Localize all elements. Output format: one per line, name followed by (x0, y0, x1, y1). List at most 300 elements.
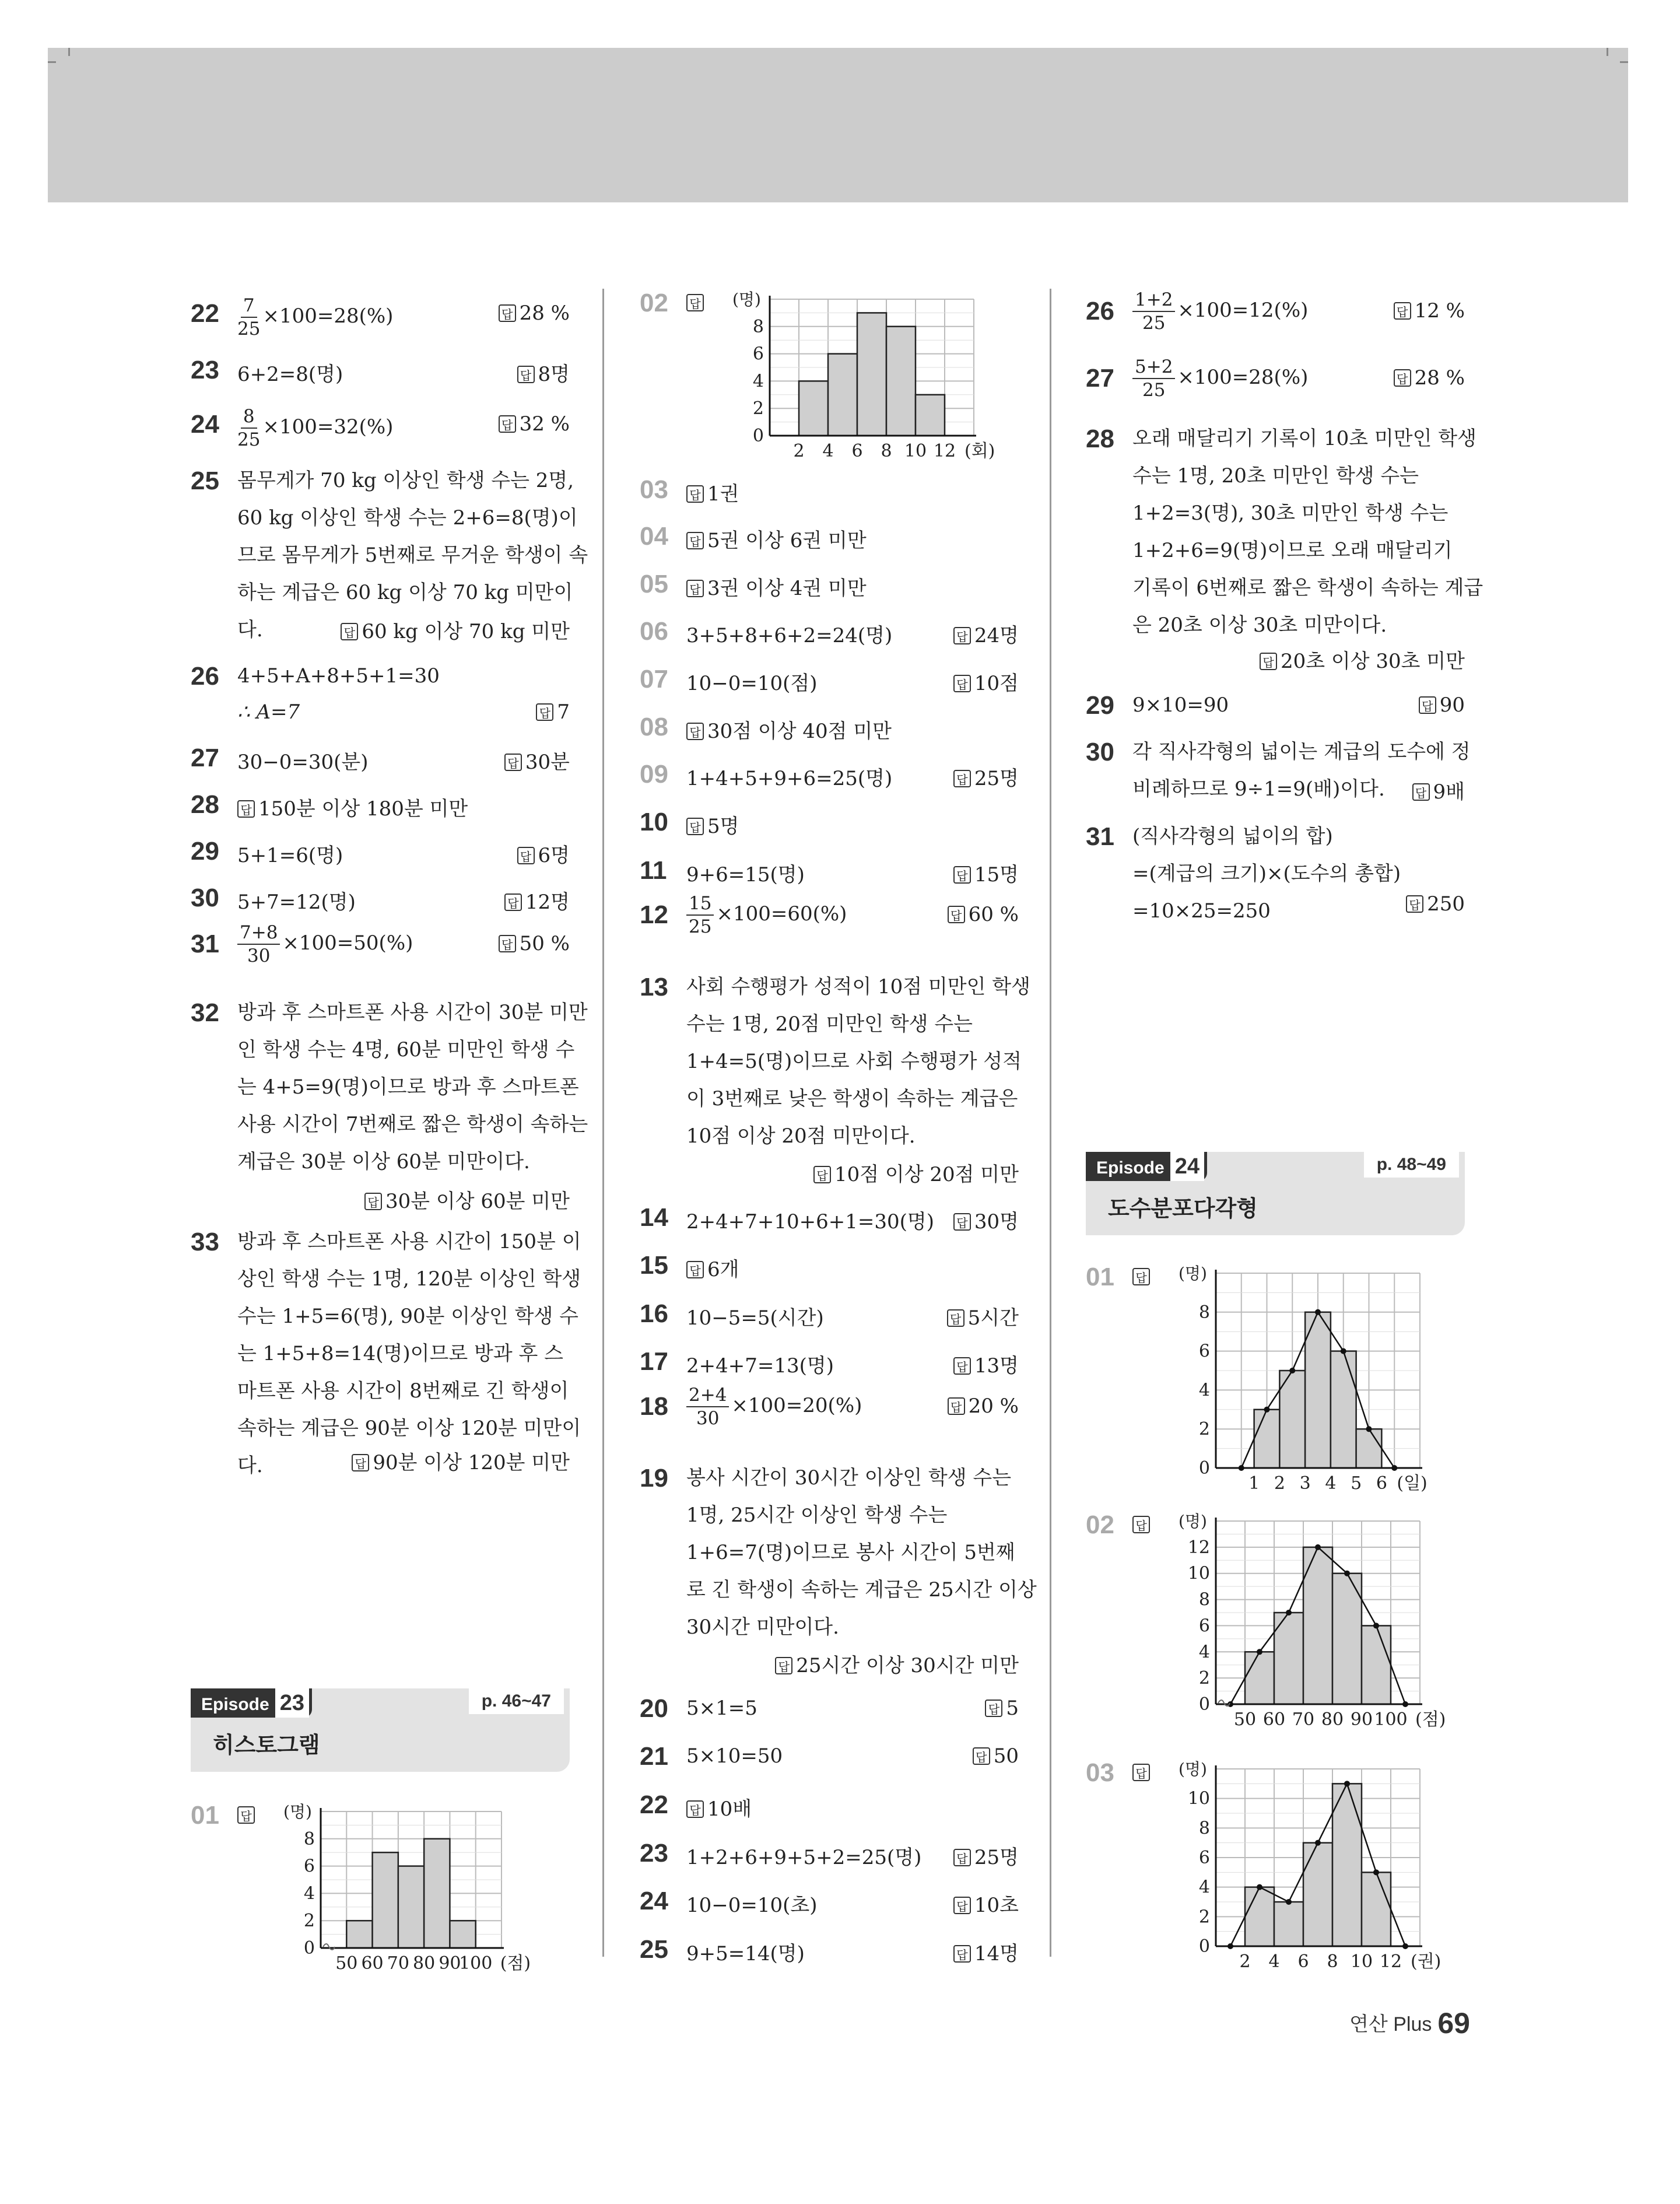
item-ep23-01 (191, 1801, 570, 1976)
answer-icon: 답 (953, 1357, 971, 1375)
answer: 답 12 % (1394, 299, 1465, 323)
item-26 (191, 662, 570, 732)
answer-icon: 답 (1132, 1268, 1150, 1285)
item-number: 25 (640, 1935, 668, 1964)
histogram-bar (1305, 1312, 1331, 1468)
item-15 (640, 1251, 1019, 1280)
item-30c (1086, 738, 1471, 814)
polygon-point (1373, 1623, 1379, 1628)
histogram-chart (714, 289, 1018, 464)
answer-icon-wrap (686, 291, 707, 314)
item-04 (640, 522, 1019, 551)
answer: 답 12명 (504, 886, 570, 914)
x-tick-label: 70 (387, 1953, 409, 1974)
item-number: 04 (640, 522, 668, 551)
answer-icon: 답 (947, 1309, 964, 1327)
column-divider (1050, 289, 1051, 1957)
item-31c (1086, 822, 1465, 939)
expression: 30−0=30(분) (237, 751, 369, 774)
episode-pages: p. 48~49 (1364, 1152, 1459, 1178)
item-06 (640, 617, 1019, 646)
item-18 (640, 1384, 1019, 1431)
fraction: $\frac{8}{25}$ (237, 406, 261, 450)
answer-icon: 답 (948, 906, 965, 923)
expression: 5×1=5 (686, 1697, 757, 1720)
polygon-point (1257, 1649, 1262, 1655)
item-number: 09 (640, 760, 668, 789)
item-number: 32 (191, 998, 219, 1027)
polygon-point (1257, 1884, 1262, 1890)
item-number: 17 (640, 1347, 668, 1376)
item-number: 22 (191, 299, 219, 328)
y-tick-label: 4 (752, 371, 764, 392)
histogram-bar (857, 313, 886, 436)
page-number: 69 (1437, 2007, 1470, 2040)
explanation: 방과 후 스마트폰 사용 시간이 150분 이 상인 학생 수는 1명, 120분 이상인 학생 수는 1+5=6(명), 90분 이상인 학생 수 는 1+5+8=14(명)이므로 방과 후 스 마트폰 사용 시간이 8번째로 긴 학생이 속하는 계급은 90분 이상 120분 미만이 다. (237, 1230, 581, 1477)
histogram-bar (424, 1839, 450, 1948)
item-16 (640, 1299, 1019, 1329)
item-09 (640, 760, 1019, 789)
episode-tab: Episode 24 (1086, 1152, 1207, 1181)
y-tick-label: 0 (1198, 1458, 1210, 1478)
x-tick-label: 50 (335, 1953, 358, 1974)
item-27 (191, 744, 570, 773)
answer: 답 10배 (686, 1793, 752, 1821)
item-number: 08 (640, 713, 668, 741)
polygon-point (1373, 1869, 1379, 1875)
item-number: 29 (1086, 691, 1114, 720)
column-2 (640, 0, 1037, 2204)
expression: 5+7=12(명) (237, 891, 356, 914)
answer: 답 6개 (686, 1253, 739, 1282)
explanation: 사회 수행평가 성적이 10점 미만인 학생 수는 1명, 20점 미만인 학생 수는 1+4=5(명)이므로 사회 수행평가 성적 이 3번째로 낮은 학생이 속하는 계급은 10점 이상 20점 미만이다. (686, 975, 1030, 1148)
item-13 (640, 973, 1030, 1194)
answer-icon: 답 (953, 675, 971, 692)
x-tick-label: 8 (881, 441, 892, 461)
item-21 (640, 1742, 1019, 1771)
polygon-point (1286, 1899, 1292, 1905)
answer: 답 1권 (686, 478, 739, 506)
histogram-bar (1356, 1429, 1382, 1468)
answer-icon: 답 (775, 1657, 792, 1674)
answer: 답 5시간 (947, 1302, 1019, 1330)
expression: 10−0=10(초) (686, 1894, 818, 1917)
footer-label: 연산 Plus (1349, 2013, 1432, 2035)
x-tick-label: 80 (1321, 1709, 1344, 1730)
y-tick-label: 4 (1198, 1877, 1210, 1898)
answer: 답 10점 이상 20점 미만 (813, 1158, 1019, 1187)
crop-mark (48, 61, 56, 63)
item-number: 18 (640, 1392, 668, 1421)
item-number: 24 (191, 410, 219, 439)
item-25 (191, 467, 588, 653)
histogram-bar (1254, 1410, 1280, 1468)
answer: 답 28 % (1394, 366, 1465, 390)
expression: ×100=28(%) (1177, 366, 1309, 389)
answer-icon: 답 (953, 1213, 971, 1231)
item-number: 28 (191, 790, 219, 819)
histogram-bar (346, 1921, 372, 1948)
answer-icon: 답 (1394, 302, 1411, 320)
answer: 답 50 % (499, 932, 570, 955)
x-tick-label: 60 (361, 1953, 384, 1974)
item-29 (191, 837, 570, 866)
x-tick-label: 6 (1297, 1951, 1309, 1972)
histogram-bar (1362, 1872, 1391, 1946)
polygon-point (1315, 1544, 1321, 1550)
answer-icon: 답 (686, 818, 704, 835)
item-03 (640, 475, 1019, 504)
expression: 1+2+6+9+5+2=25(명) (686, 1846, 922, 1869)
item-10 (640, 808, 1019, 837)
x-tick-label: 80 (413, 1953, 436, 1974)
item-number: 23 (191, 356, 219, 384)
item-number: 03 (1086, 1758, 1114, 1787)
histogram-bar (799, 381, 828, 436)
answer: 답 25명 (953, 762, 1019, 791)
episode-title: 히스토그램 (213, 1733, 320, 1758)
expression: 2+4+7+10+6+1=30(명) (686, 1210, 934, 1234)
answer-icon: 답 (352, 1454, 369, 1471)
item-number: 27 (191, 744, 219, 772)
y-tick-label: 0 (752, 426, 764, 446)
item-24b (640, 1887, 1019, 1916)
answer: 답 60 kg 이상 70 kg 미만 (341, 615, 570, 644)
y-tick-label: 10 (1187, 1788, 1210, 1809)
item-number: 16 (640, 1299, 668, 1328)
answer-icon: 답 (953, 1945, 971, 1963)
expression: ×100=60(%) (716, 902, 847, 926)
answer-icon: 답 (237, 1806, 255, 1824)
y-tick-label: 2 (303, 1911, 315, 1932)
y-tick-label: 8 (752, 316, 764, 337)
item-27c (1086, 356, 1465, 402)
answer: 답 28 % (499, 302, 570, 325)
expression: 5+1=6(명) (237, 844, 343, 867)
item-14 (640, 1203, 1019, 1232)
y-tick-label: 4 (1198, 1642, 1210, 1663)
item-23b (640, 1839, 1019, 1868)
item-11 (640, 856, 1019, 885)
y-tick-label: 0 (1198, 1694, 1210, 1715)
answer-icon-wrap (1132, 1265, 1153, 1288)
item-28c (1086, 425, 1483, 675)
y-tick-label: 6 (1198, 1616, 1210, 1637)
answer-icon-wrap (1132, 1761, 1153, 1784)
item-19 (640, 1464, 1037, 1686)
histogram-bar (1245, 1887, 1274, 1946)
column-3 (1086, 0, 1483, 2204)
y-axis-unit: (명) (1179, 1512, 1207, 1531)
item-26c (1086, 289, 1465, 335)
polygon-point (1315, 1840, 1321, 1846)
histogram-bar (1362, 1625, 1391, 1704)
fraction: $\frac{7+8}{30}$ (237, 921, 280, 967)
answer-icon: 답 (953, 1849, 971, 1866)
explanation: 몸무게가 70 kg 이상인 학생 수는 2명, 60 kg 이상인 학생 수는 2+6=8(명)이 므로 몸무게가 5번째로 무거운 학생이 속 하는 계급은 60 kg 이상 70 kg 미만이 다. (237, 469, 588, 642)
y-tick-label: 4 (303, 1883, 315, 1904)
item-number: 33 (191, 1228, 219, 1256)
polygon-point (1264, 1407, 1270, 1413)
answer: 답 5 (985, 1697, 1019, 1720)
answer: 답 250 (1406, 892, 1465, 916)
polygon-point (1289, 1368, 1295, 1373)
expression: 2+4+7=13(명) (686, 1354, 834, 1378)
expression: ×100=12(%) (1177, 299, 1309, 322)
item-number: 19 (640, 1464, 668, 1492)
y-tick-label: 8 (1198, 1302, 1210, 1323)
item-number: 06 (640, 617, 668, 646)
answer-icon: 답 (686, 294, 704, 311)
item-22 (191, 295, 570, 339)
answer: 답 30명 (953, 1206, 1019, 1234)
x-tick-label: 8 (1327, 1951, 1338, 1972)
item-number: 24 (640, 1887, 668, 1915)
histogram-bar (886, 327, 916, 436)
y-tick-label: 2 (1198, 1668, 1210, 1689)
answer-icon: 답 (813, 1166, 831, 1183)
item-number: 15 (640, 1251, 668, 1280)
item-24 (191, 405, 570, 450)
histogram-bar (1303, 1843, 1332, 1946)
histogram-bar (1331, 1351, 1356, 1468)
item-number: 26 (191, 662, 219, 691)
answer-icon: 답 (1132, 1764, 1150, 1781)
explanation: 오래 매달리기 기록이 10초 미만인 학생 수는 1명, 20초 미만인 학생 수는 1+2=3(명), 30초 미만인 학생 수는 1+2+6=9(명)이므로 오래 매달리기 기록이 6번째로 짧은 학생이 속하는 계급 은 20초 이상 30초 미만이다. (1132, 427, 1483, 637)
crop-mark (1620, 61, 1628, 63)
item-number: 01 (1086, 1263, 1114, 1291)
answer-icon: 답 (341, 623, 358, 640)
answer-icon: 답 (504, 754, 522, 771)
polygon-point (1344, 1781, 1350, 1786)
x-tick-label: 12 (1379, 1951, 1402, 1972)
item-31 (191, 921, 570, 968)
x-tick-label: 5 (1351, 1473, 1362, 1494)
explanation: 방과 후 스마트폰 사용 시간이 30분 미만 인 학생 수는 4명, 60분 미만인 학생 수 는 4+5=9(명)이므로 방과 후 스마트폰 사용 시간이 7번째로 짧은 학생이 속하는 계급은 30분 이상 60분 미만이다. (237, 1001, 588, 1173)
item-17 (640, 1347, 1019, 1376)
expression: 9+6=15(명) (686, 863, 805, 886)
x-tick-label: 100 (459, 1953, 493, 1974)
answer-icon: 답 (1406, 895, 1423, 913)
y-tick-label: 12 (1187, 1537, 1210, 1558)
item-number: 21 (640, 1742, 668, 1771)
answer-icon: 답 (686, 1800, 704, 1818)
x-tick-label: 4 (1268, 1951, 1280, 1972)
answer-icon: 답 (686, 580, 704, 597)
item-number: 30 (1086, 738, 1114, 766)
expression: 10−0=10(점) (686, 672, 818, 695)
histogram-bar (828, 354, 857, 436)
answer-icon: 답 (686, 485, 704, 503)
answer-icon: 답 (504, 893, 522, 911)
item-ep24-01 (1086, 1263, 1465, 1496)
item-33 (191, 1228, 581, 1490)
answer-icon: 답 (237, 800, 255, 818)
item-02 (640, 289, 1019, 464)
answer: 답 90 (1419, 693, 1465, 717)
x-tick-label: 2 (1239, 1951, 1251, 1972)
item-ep24-03 (1086, 1758, 1465, 1974)
x-tick-label: 3 (1299, 1473, 1311, 1494)
expression: 4+5+A+8+5+1=30 (237, 664, 440, 688)
episode-23-header (191, 1688, 570, 1772)
item-number: 02 (640, 289, 668, 317)
answer-icon: 답 (517, 366, 535, 383)
fraction: $\frac{15}{25}$ (686, 892, 714, 938)
y-tick-label: 2 (1198, 1907, 1210, 1928)
answer: 답 20 % (948, 1394, 1019, 1418)
answer-icon: 답 (953, 627, 971, 644)
answer: 답 7 (536, 700, 570, 724)
page-footer (1349, 2006, 1470, 2040)
item-number: 22 (640, 1790, 668, 1819)
answer: 답 10점 (953, 667, 1019, 696)
y-tick-label: 6 (752, 344, 764, 365)
y-axis-unit: (명) (1179, 1264, 1207, 1283)
histogram-bar (1274, 1902, 1303, 1946)
episode-title: 도수분포다각형 (1108, 1197, 1258, 1221)
answer: 답 90분 이상 120분 미만 (352, 1446, 570, 1475)
x-tick-label: 10 (904, 441, 927, 461)
answer: 답 30분 (504, 746, 570, 775)
x-tick-label: 4 (1325, 1473, 1337, 1494)
item-number: 29 (191, 837, 219, 866)
answer-icon-wrap (237, 1803, 258, 1827)
item-23 (191, 356, 570, 385)
explanation: 각 직사각형의 넓이는 계급의 도수에 정 비례하므로 9÷1=9(배)이다. (1132, 740, 1471, 801)
y-tick-label: 2 (752, 398, 764, 419)
answer-icon: 답 (686, 723, 704, 740)
y-tick-label: 6 (1198, 1848, 1210, 1868)
item-25b (640, 1935, 1019, 1964)
x-tick-label: 12 (933, 441, 956, 461)
frequency-polygon-chart (1160, 1511, 1464, 1732)
answer: 답 25명 (953, 1841, 1019, 1870)
item-32 (191, 998, 588, 1220)
answer: 답 50 (973, 1744, 1019, 1768)
polygon-point (1315, 1309, 1321, 1315)
expression: ×100=20(%) (731, 1394, 862, 1417)
item-number: 12 (640, 900, 668, 929)
explanation: 봉사 시간이 30시간 이상인 학생 수는 1명, 25시간 이상인 학생 수는 1+6=7(명)이므로 봉사 시간이 5번째 로 긴 학생이 속하는 계급은 25시간 이상 30시간 미만이다. (686, 1466, 1037, 1639)
frequency-polygon-chart (1160, 1263, 1464, 1496)
y-tick-label: 8 (1198, 1818, 1210, 1839)
item-ep24-02 (1086, 1511, 1465, 1732)
expression: 10−5=5(시간) (686, 1306, 824, 1330)
answer-icon: 답 (1260, 653, 1277, 670)
histogram-bar (1332, 1783, 1362, 1946)
x-axis-unit: (권) (1411, 1951, 1441, 1972)
histogram-bar (373, 1852, 398, 1948)
y-axis-unit: (명) (1179, 1760, 1207, 1779)
polygon-point (1366, 1426, 1372, 1432)
crop-mark (68, 48, 70, 56)
expression: ∴ A=7 (237, 700, 300, 724)
polygon-point (1341, 1348, 1346, 1354)
polygon-point (1344, 1571, 1350, 1576)
item-28 (191, 790, 570, 819)
answer: 답 24명 (953, 619, 1019, 648)
item-number: 28 (1086, 425, 1114, 453)
fraction: $\frac{5+2}{25}$ (1132, 356, 1175, 401)
x-tick-label: 100 (1374, 1709, 1408, 1730)
x-tick-label: 10 (1350, 1951, 1373, 1972)
y-tick-label: 0 (303, 1938, 315, 1958)
expression: 6+2=8(명) (237, 363, 343, 386)
item-number: 10 (640, 808, 668, 836)
answer-icon: 답 (536, 703, 553, 721)
episode-tab: Episode 23 (191, 1688, 312, 1718)
item-number: 07 (640, 665, 668, 693)
item-20 (640, 1694, 1019, 1723)
crop-mark (1607, 48, 1608, 56)
item-number: 03 (640, 475, 668, 504)
item-number: 23 (640, 1839, 668, 1867)
item-number: 26 (1086, 297, 1114, 325)
answer: 답 150분 이상 180분 미만 (237, 793, 468, 821)
item-29c (1086, 691, 1465, 720)
answer-icon: 답 (686, 532, 704, 549)
x-tick-label: 90 (439, 1953, 461, 1974)
answer: 답 5권 이상 6권 미만 (686, 524, 867, 553)
item-number: 31 (191, 930, 219, 958)
y-tick-label: 4 (1198, 1380, 1210, 1401)
answer: 답 60 % (948, 903, 1019, 926)
explanation: (직사각형의 넓이의 합) =(계급의 크기)×(도수의 총합) =10×25=250 (1132, 825, 1401, 923)
y-axis-unit: (명) (283, 1802, 312, 1821)
item-number: 05 (640, 570, 668, 598)
item-number: 13 (640, 973, 668, 1001)
answer-icon: 답 (973, 1747, 990, 1765)
answer-icon: 답 (364, 1193, 382, 1210)
answer-icon: 답 (1412, 783, 1430, 801)
expression: 9×10=90 (1132, 693, 1229, 717)
answer-icon: 답 (499, 415, 516, 433)
x-axis-unit: (회) (964, 441, 995, 461)
fraction: $\frac{1+2}{25}$ (1132, 289, 1175, 334)
y-tick-label: 2 (1198, 1419, 1210, 1440)
answer-icon: 답 (953, 770, 971, 787)
expression: ×100=28(%) (262, 304, 394, 328)
answer: 답 32 % (499, 412, 570, 436)
y-axis-unit: (명) (732, 290, 761, 309)
x-tick-label: 70 (1292, 1709, 1315, 1730)
item-08 (640, 713, 1019, 742)
item-number: 01 (191, 1801, 219, 1830)
answer: 답 13명 (953, 1350, 1019, 1378)
x-tick-label: 6 (1376, 1473, 1387, 1494)
episode-24-header (1086, 1152, 1465, 1235)
answer-icon: 답 (1394, 369, 1411, 387)
expression: 3+5+8+6+2=24(명) (686, 624, 893, 647)
item-12 (640, 892, 1019, 939)
answer-icon: 답 (948, 1397, 965, 1415)
expression: 9+5=14(명) (686, 1942, 805, 1965)
answer-icon: 답 (499, 935, 516, 952)
y-tick-label: 6 (303, 1856, 315, 1877)
x-tick-label: 6 (851, 441, 863, 461)
expression: 5×10=50 (686, 1744, 783, 1768)
answer: 답 6명 (517, 839, 570, 868)
item-22b (640, 1790, 1019, 1820)
item-05 (640, 570, 1019, 599)
histogram-bar (916, 395, 945, 436)
y-tick-label: 0 (1198, 1936, 1210, 1957)
x-tick-label: 50 (1233, 1709, 1257, 1730)
answer: 답 8명 (517, 358, 570, 387)
answer-icon: 답 (517, 847, 535, 864)
x-axis-unit: (점) (500, 1953, 531, 1974)
